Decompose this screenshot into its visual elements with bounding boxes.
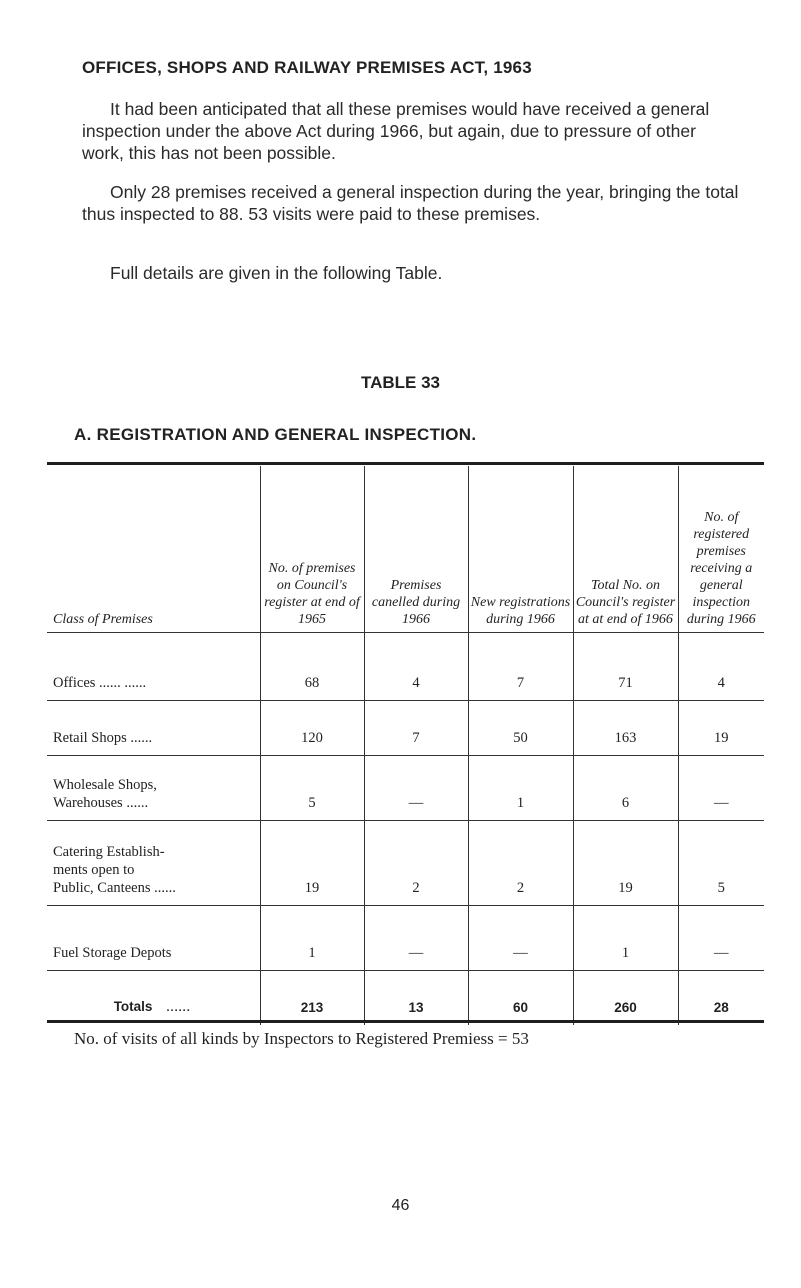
table-cell: — bbox=[364, 906, 468, 971]
table-top-rule bbox=[47, 462, 764, 465]
table-cell: — bbox=[678, 756, 764, 821]
header-class-of-premises: Class of Premises bbox=[47, 466, 260, 633]
table-row bbox=[47, 821, 764, 906]
table-cell: 19 bbox=[573, 821, 678, 906]
header-register-end-1965: No. of premises on Council's register at end of 1965 bbox=[260, 466, 364, 633]
table-header-row bbox=[47, 466, 764, 633]
table-row bbox=[47, 701, 764, 756]
table-cell: 6 bbox=[573, 756, 678, 821]
inspection-paragraph: Only 28 premises received a general inspection during the year, bringing the total thus inspected to 88. 53 visits were paid to these premises. bbox=[82, 182, 739, 224]
table-cell: 1 bbox=[468, 756, 573, 821]
table-cell: 5 bbox=[260, 756, 364, 821]
totals-cell: 13 bbox=[364, 971, 468, 1026]
table-cell: 71 bbox=[573, 633, 678, 701]
table-cell: 5 bbox=[678, 821, 764, 906]
section-title: A. REGISTRATION AND GENERAL INSPECTION. bbox=[74, 425, 477, 444]
intro-paragraph: It had been anticipated that all these premises would have received a general inspection under the above Act during 1966, but again, due to pressure of other work, this has not been possible. bbox=[82, 99, 710, 163]
table-cell: — bbox=[678, 906, 764, 971]
table-cell: 120 bbox=[260, 701, 364, 756]
registration-table bbox=[47, 466, 764, 1025]
table-cell: 19 bbox=[678, 701, 764, 756]
table-cell: 7 bbox=[468, 633, 573, 701]
table-cell: — bbox=[364, 756, 468, 821]
table-cell: 163 bbox=[573, 701, 678, 756]
table-cell: 7 bbox=[364, 701, 468, 756]
table-title: TABLE 33 bbox=[360, 373, 441, 392]
table-reference-paragraph: Full details are given in the following Table. bbox=[110, 263, 443, 283]
page-heading: OFFICES, SHOPS AND RAILWAY PREMISES ACT, 1963 bbox=[82, 58, 532, 77]
totals-cell: 213 bbox=[260, 971, 364, 1026]
totals-row bbox=[47, 971, 764, 1026]
page-number: 46 bbox=[391, 1197, 410, 1214]
totals-cell: 60 bbox=[468, 971, 573, 1026]
header-new-registrations: New registrations during 1966 bbox=[468, 466, 573, 633]
table-cell: 2 bbox=[468, 821, 573, 906]
table-cell: 1 bbox=[260, 906, 364, 971]
table-row bbox=[47, 756, 764, 821]
totals-cell: 260 bbox=[573, 971, 678, 1026]
table-cell: 4 bbox=[364, 633, 468, 701]
row-label: Offices ...... ...... bbox=[47, 633, 260, 701]
row-label: Retail Shops ...... bbox=[47, 701, 260, 756]
header-premises-cancelled: Premises canelled during 1966 bbox=[364, 466, 468, 633]
table-cell: — bbox=[468, 906, 573, 971]
table-cell: 19 bbox=[260, 821, 364, 906]
header-general-inspection: No. of registered premises receiving a general inspection during 1966 bbox=[678, 466, 764, 633]
table-cell: 50 bbox=[468, 701, 573, 756]
row-label: Catering Establish- ments open to Public, Canteens ...... bbox=[47, 821, 260, 906]
row-label: Wholesale Shops, Warehouses ...... bbox=[47, 756, 260, 821]
totals-label: Totals ...... bbox=[113, 999, 191, 1014]
table-cell: 4 bbox=[678, 633, 764, 701]
table-bottom-rule bbox=[47, 1020, 764, 1023]
table-cell: 2 bbox=[364, 821, 468, 906]
totals-cell: 28 bbox=[678, 971, 764, 1026]
table-cell: 1 bbox=[573, 906, 678, 971]
table-row bbox=[47, 633, 764, 701]
visits-footnote: No. of visits of all kinds by Inspectors to Registered Premiess = 53 bbox=[74, 1029, 529, 1048]
table-cell: 68 bbox=[260, 633, 364, 701]
header-total-end-1966: Total No. on Council's register at at end of 1966 bbox=[573, 466, 678, 633]
row-label: Fuel Storage Depots bbox=[47, 906, 260, 971]
table-row bbox=[47, 906, 764, 971]
